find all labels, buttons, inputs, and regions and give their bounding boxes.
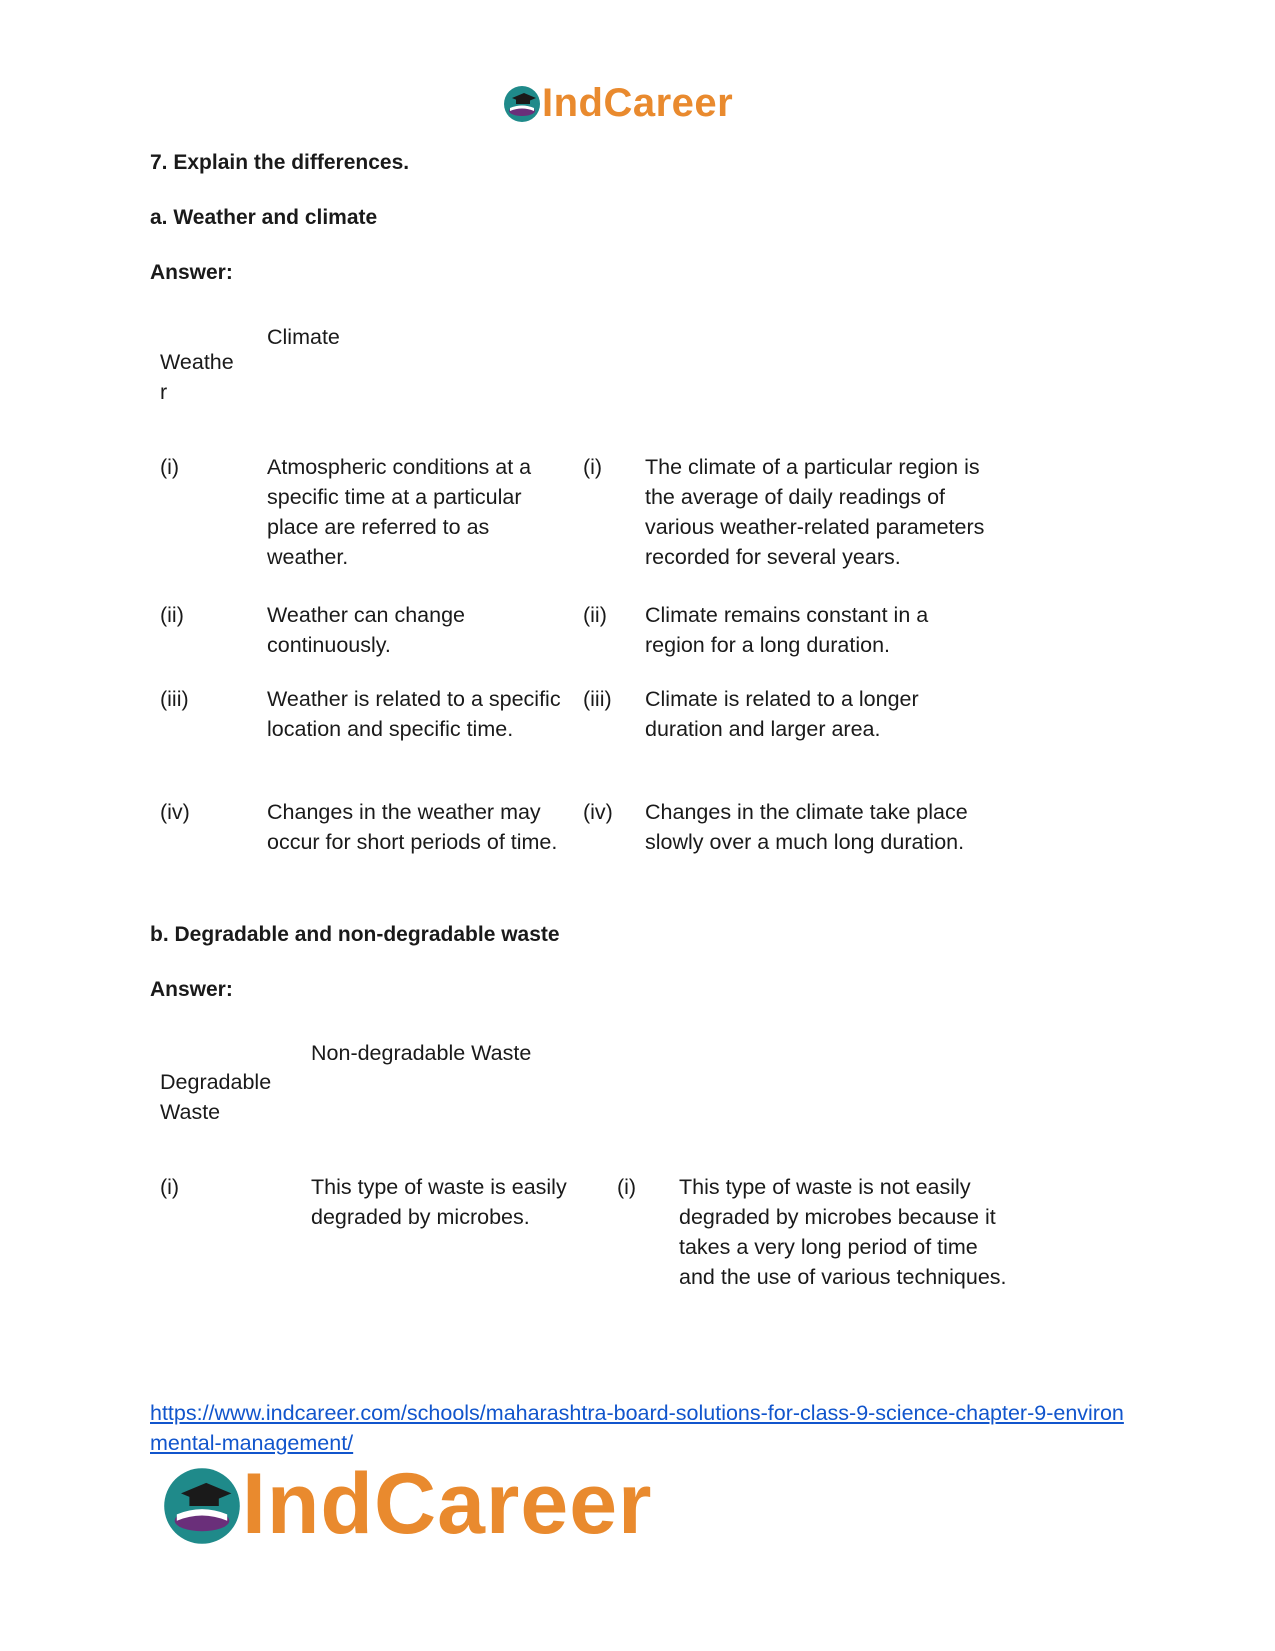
table-a-row-1-right-text: The climate of a particular region is the average of daily readings of various weather-related parameters recorded for several years. — [645, 455, 985, 569]
source-url-link[interactable]: https://www.indcareer.com/schools/maharashtra-board-solutions-for-class-9-science-chapter-9-environmental-management/ — [150, 1401, 1124, 1455]
table-a-row-1-right-num: (i) — [583, 455, 603, 479]
table-b-row-1-left-text: This type of waste is easily degraded by microbes. — [311, 1175, 567, 1229]
table-a-row-3-left-num: (iii) — [160, 687, 189, 711]
table-a-row-2-right-text: Climate remains constant in a region for a long duration. — [645, 603, 929, 657]
table-a-row-3-right-num: (iii) — [583, 687, 612, 711]
part-b-answer-label: Answer: — [150, 978, 233, 1001]
table-b-header-non-degradable: Non-degradable Waste — [311, 1041, 532, 1065]
table-a-row-4-left-num: (iv) — [160, 800, 190, 824]
table-a-row-2-left-text: Weather can change continuously. — [267, 603, 466, 657]
question-title: 7. Explain the differences. — [150, 151, 410, 174]
footer-logo — [160, 1456, 700, 1552]
table-b-row-1-right-text: This type of waste is not easily degraded by microbes because it takes a very long period of time and the use of various techniques. — [679, 1175, 1007, 1289]
brand-wordmark: IndCareer — [542, 81, 734, 125]
table-a-header-climate: Climate — [267, 325, 340, 349]
table-b-header-degradable: Degradable Waste — [160, 1070, 272, 1124]
table-a-row-4-right-num: (iv) — [583, 800, 613, 824]
table-a-row-2-right-num: (ii) — [583, 603, 607, 627]
part-a-title: a. Weather and climate — [150, 206, 378, 229]
part-a-answer-label: Answer: — [150, 261, 233, 284]
table-a-row-1-left-text: Atmospheric conditions at a specific time at a particular place are referred to as weather. — [267, 455, 532, 569]
brand-wordmark: IndCareer — [242, 1456, 653, 1552]
table-b-row-1-right-num: (i) — [617, 1175, 637, 1199]
graduation-book-icon — [160, 1464, 244, 1548]
header-logo — [502, 80, 772, 126]
table-a-header-weather: Weathe r — [160, 350, 234, 404]
table-b-row-1-left-num: (i) — [160, 1175, 180, 1199]
table-a-row-4-left-text: Changes in the weather may occur for short periods of time. — [267, 800, 558, 854]
table-a-row-3-left-text: Weather is related to a specific location and specific time. — [267, 687, 561, 741]
table-a-row-3-right-text: Climate is related to a longer duration and larger area. — [645, 687, 919, 741]
graduation-book-icon — [502, 84, 542, 124]
table-a-row-4-right-text: Changes in the climate take place slowly over a much long duration. — [645, 800, 968, 854]
table-a-row-1-left-num: (i) — [160, 455, 180, 479]
table-a-row-2-left-num: (ii) — [160, 603, 184, 627]
part-b-title: b. Degradable and non-degradable waste — [150, 923, 560, 946]
